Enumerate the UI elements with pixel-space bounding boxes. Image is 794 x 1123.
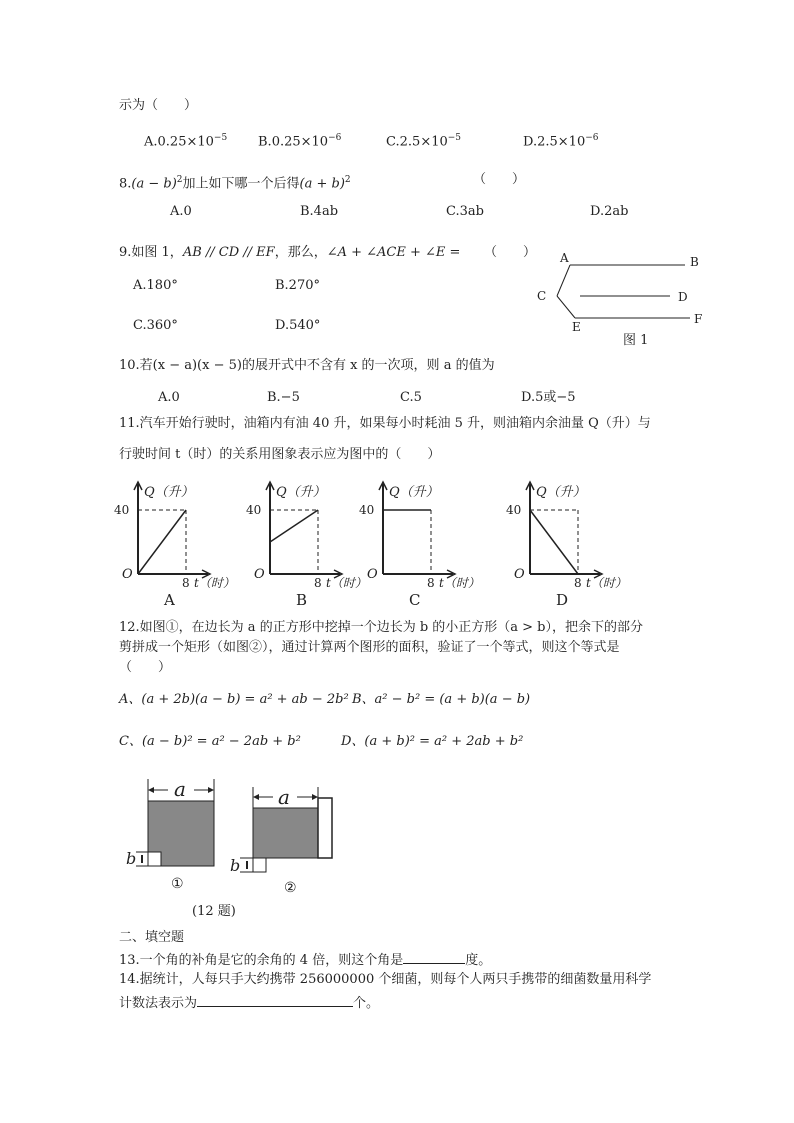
graph-letter: A [164, 591, 175, 609]
fig1-caption: ① [171, 876, 184, 892]
x-tick-8: 8 [182, 576, 190, 590]
q12-line-3: （ ） [119, 660, 172, 675]
q10-stem: 10.若(x − a)(x − 5)的展开式中不含有 x 的一次项，则 a 的值为 [119, 358, 495, 373]
label-b: B [690, 255, 699, 269]
q9-stem: 9.如图 1，AB // CD // EF，那么，∠A + ∠ACE + ∠E = [119, 245, 461, 260]
fig2-rect [253, 808, 318, 858]
x-tick-8: 8 [314, 576, 322, 590]
y-label: Q（升） [276, 485, 326, 500]
q14-line-2: 计数法表示为 个。 [119, 996, 380, 1011]
q8-option-d: D.2ab [590, 204, 629, 219]
q14-line-1: 14.据统计，人每只手大约携带 256000000 个细菌，则每个人两只手携带的细菌数量用科学 [119, 972, 652, 987]
fig2-a-label: a [278, 785, 290, 809]
q13: 13.一个角的补角是它的余角的 4 倍，则这个角是 度。 [119, 953, 492, 968]
x-tick-8: 8 [427, 576, 435, 590]
label-c: C [537, 289, 547, 303]
q10-option-b: B.−5 [267, 390, 300, 405]
q7-option-a: $A.0.25\times 10^{-5}$ [144, 133, 228, 150]
q12-line-1: 12.如图①，在边长为 a 的正方形中挖掉一个边长为 b 的小正方形（a > b），把余下的部分 [119, 620, 644, 635]
origin-label: O [254, 567, 265, 582]
q12-option-c: C、(a − b)² = a² − 2ab + b² [119, 734, 301, 749]
q9-option-d: D.540° [275, 318, 321, 333]
q11-graph-a [114, 482, 235, 609]
q10-option-c: C.5 [400, 390, 422, 405]
q8-option-c: C.3ab [446, 204, 484, 219]
origin-label: O [514, 567, 525, 582]
fig1-a-label: a [174, 777, 186, 801]
segment-ac [557, 265, 570, 296]
fig2-caption: ② [284, 880, 297, 896]
y-label: Q（升） [144, 485, 194, 500]
q9-answer-paren: （ ） [484, 245, 537, 260]
graph-line [138, 510, 186, 574]
graph-letter: D [556, 591, 569, 609]
graph-line [530, 510, 578, 574]
q9-option-a: A.180° [133, 278, 178, 293]
x-label: t（时） [326, 576, 367, 590]
q10-option-a: A.0 [158, 390, 180, 405]
q11-graph-b [246, 482, 367, 609]
fig2-b-label: b [230, 856, 241, 875]
fig2-small-square [253, 858, 266, 872]
q12-option-b: B、a² − b² = (a + b)(a − b) [352, 692, 531, 707]
q12-figure-caption: (12 题) [192, 904, 236, 919]
q12-option-d: D、(a + b)² = a² + 2ab + b² [341, 734, 524, 749]
q12-option-a: A、(a + 2b)(a − b) = a² + ab − 2b² [119, 692, 349, 707]
q11-graphs [110, 476, 630, 611]
label-e: E [572, 320, 581, 334]
fig2-strip [318, 798, 332, 858]
q12-figure [120, 775, 350, 920]
label-d: D [678, 290, 688, 304]
q8-option-b: B.4ab [300, 204, 339, 219]
x-tick-8: 8 [574, 576, 582, 590]
q9-option-c: C.360° [133, 318, 178, 333]
q7-option-b: $B.0.25\times 10^{-6}$ [258, 133, 342, 150]
section-title: 二、填空题 [119, 930, 185, 945]
q13-blank[interactable] [403, 951, 465, 964]
q9-option-b: B.270° [275, 278, 320, 293]
y-tick-40: 40 [359, 503, 375, 517]
y-tick-40: 40 [246, 503, 262, 517]
q8-option-a: A.0 [170, 204, 192, 219]
x-label: t（时） [194, 576, 235, 590]
label-f: F [694, 312, 703, 326]
y-label: Q（升） [536, 485, 586, 500]
y-label: Q（升） [389, 485, 439, 500]
q7-option-c: $C.2.5\times 10^{-5}$ [386, 133, 462, 150]
q11-line-1: 11.汽车开始行驶时，油箱内有油 40 升，如果每小时耗油 5 升，则油箱内余油量 Q（升）与 [119, 416, 651, 431]
segment-ce [557, 296, 575, 318]
q14-blank[interactable] [197, 994, 353, 1007]
x-label: t（时） [439, 576, 480, 590]
fig1-b-label: b [126, 849, 137, 868]
figure-caption: 图 1 [623, 333, 649, 348]
origin-label: O [122, 567, 133, 582]
q11-line-2: 行驶时间 t（时）的关系用图象表示应为图中的（ ） [119, 447, 441, 462]
q7-option-d: $D.2.5\times 10^{-6}$ [523, 133, 599, 150]
graph-line [270, 510, 318, 542]
q8-answer-paren: （ ） [473, 172, 526, 187]
graph-letter: B [296, 591, 308, 609]
fig1-small-square [148, 852, 161, 866]
q8-stem: $8.(a - b)^2$加上如下哪一个后得$(a + b)^2$ [119, 175, 351, 192]
q11-graph-c [359, 482, 480, 609]
x-label: t（时） [586, 576, 627, 590]
q11-graph-d [506, 482, 627, 609]
y-tick-40: 40 [114, 503, 130, 517]
origin-label: O [367, 567, 378, 582]
label-a: A [560, 251, 569, 265]
y-tick-40: 40 [506, 503, 522, 517]
graph-letter: C [409, 591, 421, 609]
q7-stem-tail: 示为（ ） [119, 98, 198, 113]
q12-line-2: 剪拼成一个矩形（如图②），通过计算两个图形的面积，验证了一个等式，则这个等式是 [119, 640, 620, 655]
q10-option-d: D.5或−5 [521, 390, 576, 405]
q9-figure [530, 248, 710, 348]
